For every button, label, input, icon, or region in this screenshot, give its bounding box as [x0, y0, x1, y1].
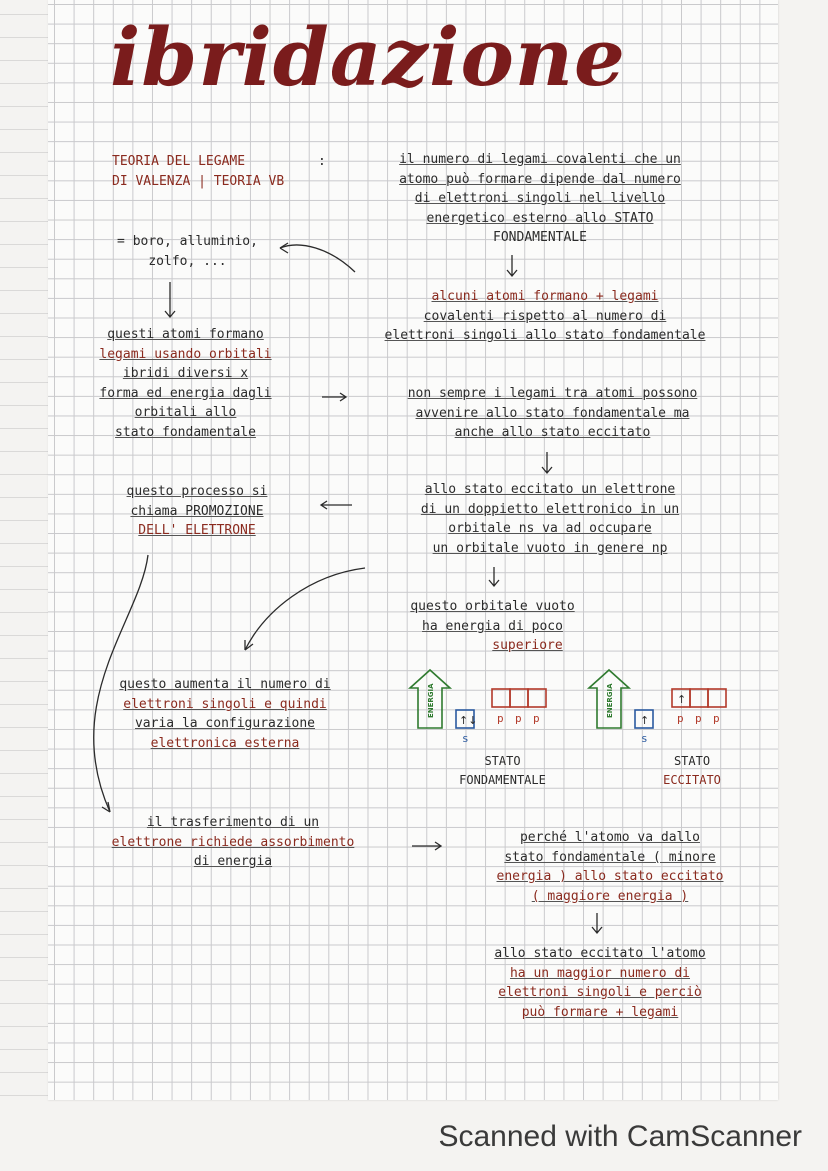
- questi-line-5: orbitali allo: [134, 405, 237, 421]
- p2-label-excited: p: [695, 712, 702, 725]
- s-excited-arrow: ↑: [640, 714, 650, 727]
- notebook-binding-edge: [0, 0, 48, 1100]
- perche-line-1: perché l'atomo va dallo: [519, 830, 700, 845]
- def-line-3: di elettroni singoli nel livello: [414, 191, 666, 207]
- teoria-line-2: DI VALENZA | TEORIA VB: [112, 173, 285, 189]
- perche-line-4: ( maggiore energia ): [531, 888, 689, 904]
- energy-label-excited: ENERGIA: [606, 683, 614, 718]
- trasf-line-1: il trasferimento di un: [146, 815, 320, 830]
- aumenta-line-4: elettronica esterna: [150, 735, 300, 751]
- p1-excited-arrow: ↑: [677, 693, 687, 706]
- questi-line-3: ibridi diversi x: [122, 366, 249, 382]
- perche-line-3: energia ) allo stato eccitato: [496, 869, 724, 885]
- definition-block: [340, 150, 740, 248]
- p1-label-ground: p: [497, 712, 504, 725]
- questi-line-6: stato fondamentale: [115, 424, 256, 440]
- p3-label-ground: p: [533, 712, 540, 725]
- allo-line-1: allo stato eccitato l'atomo: [494, 946, 706, 961]
- energy-label-ground: ENERGIA: [427, 683, 435, 718]
- allo-line-3: elettroni singoli e perciò: [498, 985, 702, 1001]
- non-sempre-block: [355, 384, 750, 443]
- boro-block: [100, 232, 275, 271]
- non-line-3: anche allo stato eccitato: [454, 425, 651, 441]
- ecc-line-3: orbitale ns va ad occupare: [448, 521, 652, 537]
- fondamentale-line-1: STATO: [484, 754, 521, 768]
- processo-line-1: questo processo si: [126, 484, 268, 499]
- questi-line-2: legami usando orbitali: [99, 346, 272, 362]
- p2-label-ground: p: [515, 712, 522, 725]
- s-label-ground: s: [462, 732, 469, 745]
- processo-line-3: DELL' ELETTRONE: [138, 523, 256, 539]
- alcuni-block: [335, 287, 755, 346]
- non-line-2: avvenire allo stato fondamentale ma: [415, 405, 690, 421]
- alcuni-line-2: covalenti rispetto al numero di: [423, 308, 667, 324]
- boro-line-2: zolfo, ...: [148, 253, 227, 269]
- stato-eccitato-label: [642, 752, 742, 790]
- eccitato-line-2: ECCITATO: [663, 773, 721, 787]
- boro-line-1: = boro, alluminio,: [117, 234, 258, 249]
- allo-line-2: ha un maggior numero di: [509, 965, 690, 981]
- questi-line-4: forma ed energia dagli: [99, 385, 272, 401]
- ecc-line-2: di un doppietto elettronico in un: [420, 501, 680, 517]
- page-title: ibridazione: [110, 10, 626, 104]
- p3-label-excited: p: [713, 712, 720, 725]
- questi-block: [78, 325, 293, 443]
- alcuni-line-1: alcuni atomi formano + legami: [431, 289, 659, 304]
- fondamentale-line-2: FONDAMENTALE: [459, 773, 546, 787]
- aumenta-line-1: questo aumenta il numero di: [119, 677, 331, 692]
- vuoto-line-2: ha energia di poco: [422, 618, 563, 634]
- colon: :: [318, 154, 326, 169]
- allo-block: [435, 944, 765, 1022]
- aumenta-block: [80, 675, 370, 753]
- aumenta-line-3: varia la configurazione: [134, 716, 315, 732]
- eccitato-line-1: STATO: [673, 754, 711, 768]
- def-line-2: atomo può formare dipende dal numero: [399, 171, 681, 187]
- allo-line-4: può formare + legami: [521, 1004, 679, 1020]
- perche-line-2: stato fondamentale ( minore: [504, 849, 716, 865]
- vuoto-line-3: superiore: [492, 638, 563, 654]
- processo-block: [82, 482, 312, 541]
- perche-block: [455, 828, 765, 906]
- ecc-line-1: allo stato eccitato un elettrone: [424, 482, 676, 497]
- alcuni-line-3: elettroni singoli allo stato fondamentale: [384, 328, 706, 344]
- vuoto-block: [385, 597, 600, 656]
- stato-fondamentale-label: [440, 752, 565, 790]
- def-line-1: il numero di legami covalenti che un: [399, 152, 681, 167]
- ecc-line-4: un orbitale vuoto in genere np: [432, 540, 668, 556]
- s-label-excited: s: [641, 732, 648, 745]
- teoria-line-1: TEORIA DEL LEGAME: [112, 154, 246, 169]
- teoria-heading: [112, 152, 284, 191]
- trasf-line-3: di energia: [193, 854, 273, 870]
- trasf-line-2: elettrone richiede assorbimento: [111, 834, 355, 850]
- p1-label-excited: p: [677, 712, 684, 725]
- questi-line-1: questi atomi formano: [107, 327, 264, 342]
- vuoto-line-1: questo orbitale vuoto: [410, 599, 575, 614]
- eccitato-block: [365, 480, 735, 558]
- processo-line-2: chiama PROMOZIONE: [130, 503, 264, 519]
- aumenta-line-2: elettroni singoli e quindi: [123, 696, 327, 712]
- scanner-watermark: Scanned with CamScanner: [438, 1120, 802, 1153]
- trasferimento-block: [78, 813, 388, 872]
- def-line-4: energetico esterno allo STATO: [426, 210, 654, 226]
- s-ground-arrows: ↑↓: [459, 714, 478, 727]
- def-line-5: FONDAMENTALE: [493, 230, 587, 246]
- non-line-1: non sempre i legami tra atomi possono: [407, 386, 698, 401]
